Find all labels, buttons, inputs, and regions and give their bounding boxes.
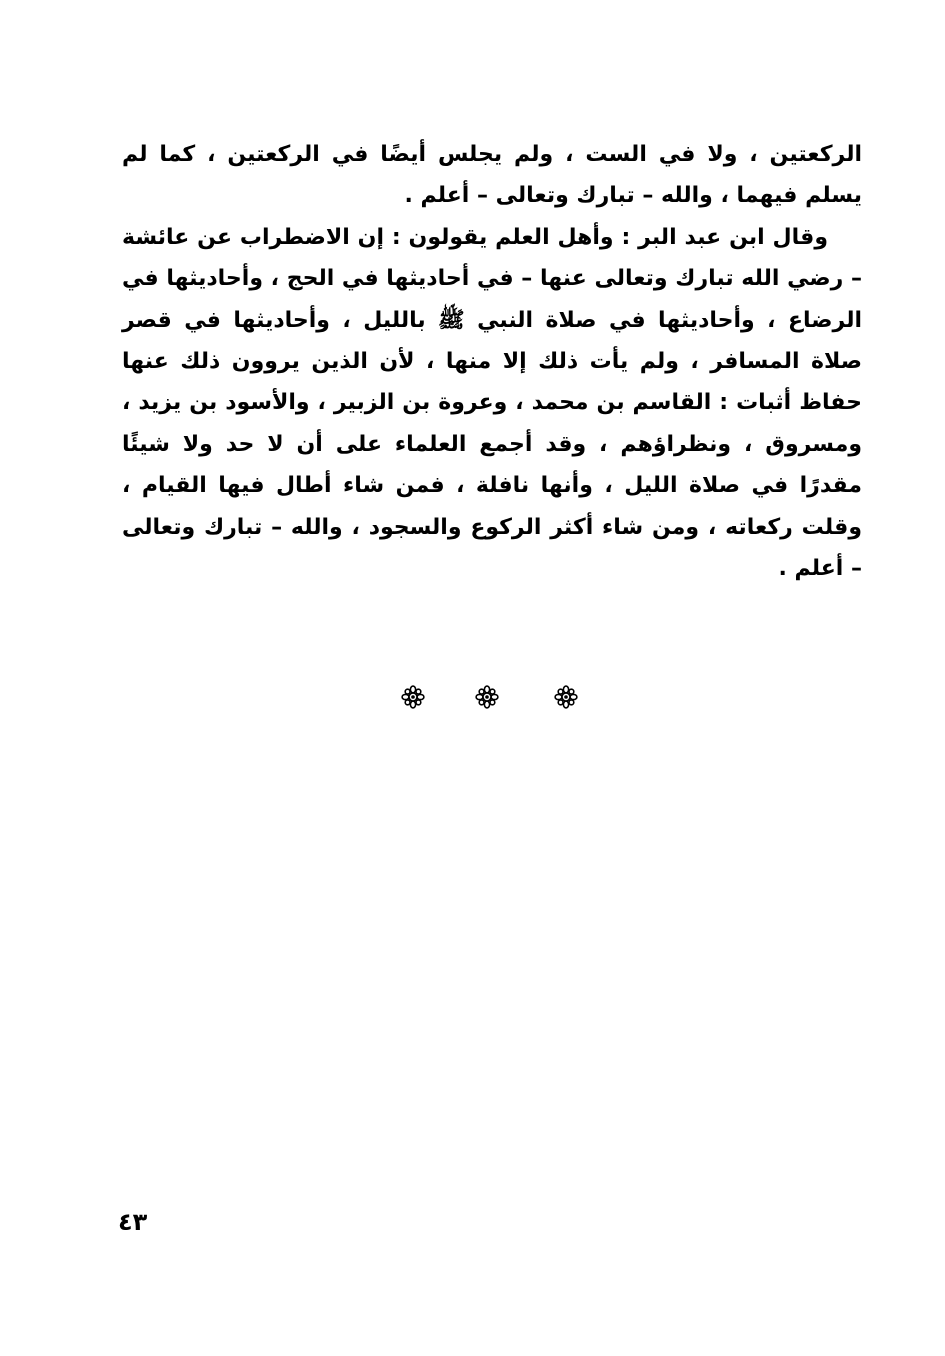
- page-number: ٤٣: [118, 1208, 148, 1236]
- paragraph-1: الركعتين ، ولا في الست ، ولم يجلس أيضًا في الركعتين ، كما لم يسلم فيهما ، والله – تبارك وتعالى – أعلم .: [122, 142, 862, 209]
- section-divider: [0, 684, 945, 714]
- paragraph-2: وقال ابن عبد البر : وأهل العلم يقولون : إن الاضطراب عن عائشة – رضي الله تبارك وتعالى عنها – في أحاديثها في الحج ، وأحاديثها في الرضاع ، وأحاديثها في صلاة النبي ﷺ بالليل ، وأحاديثها في قصر صلاة المسافر ، ولم يأت ذلك إلا منها ، لأن الذين يروون ذلك عنها حفاظ أثبات : القاسم بن محمد ، وعروة بن الزبير ، والأسود بن يزيد ، ومسروق ، ونظراؤهم ، وقد أجمع العلماء على أن لا حد ولا شيئًا مقدرًا في صلاة الليل ، وأنها نافلة ، فمن شاء أطال فيها القيام ، وقلت ركعاته ، ومن شاء أكثر الركوع والسجود ، والله – تبارك وتعالى – أعلم .: [122, 224, 862, 582]
- flower-ornament-icon: [400, 684, 426, 710]
- body-text: [122, 134, 862, 589]
- flower-ornament-icon: [474, 684, 500, 710]
- flower-ornament-icon: [553, 684, 579, 710]
